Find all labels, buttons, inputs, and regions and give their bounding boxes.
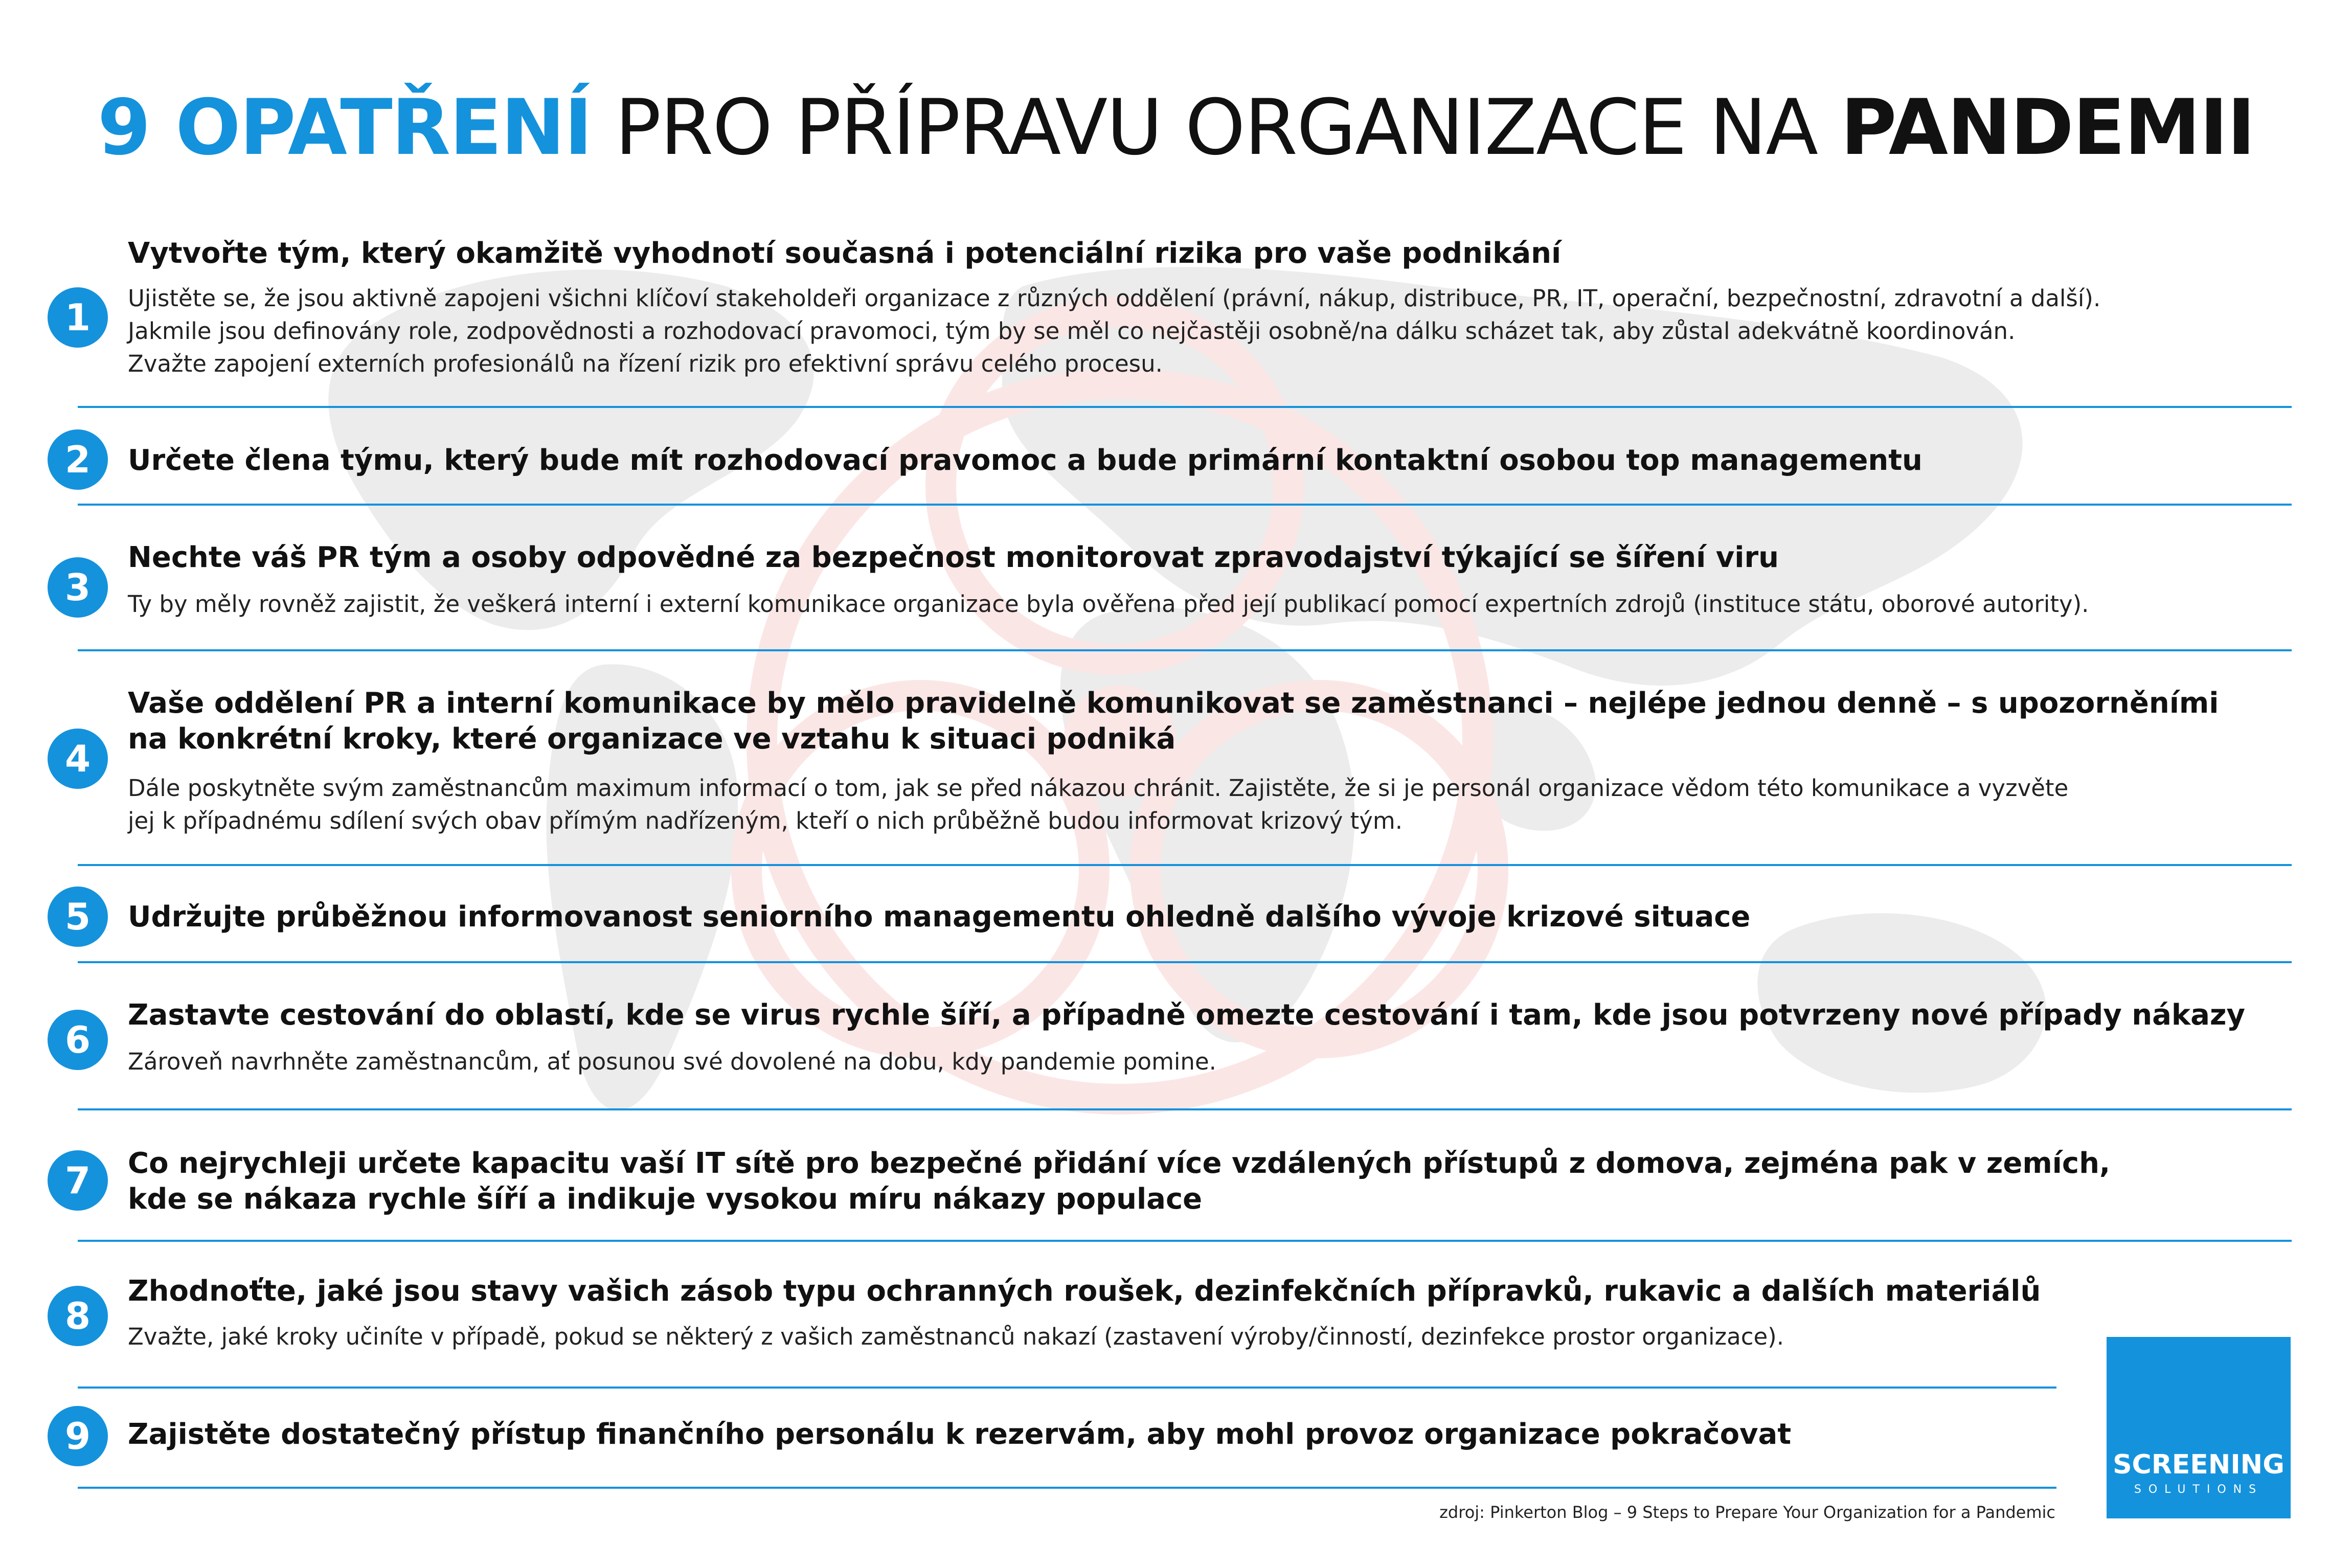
item-number-badge: 4 [48,729,108,789]
item-heading-line: na konkrétní kroky, které organizace ve vztahu k situaci podniká [128,722,1176,756]
company-logo [2107,1337,2291,1518]
item-description-line: Zvažte zapojení externích profesionálů na řízení rizik pro efektivní správu celého procesu. [128,350,1163,377]
item-heading-line: kde se nákaza rychle šíří a indikuje vysokou míru nákazy populace [128,1183,1203,1216]
item-description-line: Ujistěte se, že jsou aktivně zapojeni všichni klíčoví stakeholdeři organizace z různých oddělení (právní, nákup, distribuce, PR, IT, operační, bezpečnostní, zdravotní a další). [128,285,2101,312]
item-number-badge: 7 [48,1150,108,1211]
divider-line [78,1387,2056,1389]
item-description-line: Zvažte, jaké kroky učiníte v případě, pokud se některý z vašich zaměstnanců nakazí (zastavení výroby/činností, dezinfekce prostor organizace). [128,1323,1784,1350]
item-number-badge: 8 [48,1286,108,1346]
item-number-badge: 6 [48,1010,108,1070]
title-middle: PRO PŘÍPRAVU ORGANIZACE NA [591,83,1841,172]
divider-line [78,1108,2292,1110]
divider-line [78,406,2292,408]
divider-line [78,1487,2056,1489]
item-heading: Nechte váš PR tým a osoby odpovědné za bezpečnost monitorovat zpravodajství týkající se šíření viru [128,541,1779,574]
item-number-badge: 3 [48,557,108,618]
item-description-line: Jakmile jsou definovány role, zodpovědnosti a rozhodovací pravomoci, tým by se měl co nejčastěji osobně/na dálku scházet tak, aby zůstal adekvátně koordinován. [128,317,2016,345]
item-number-badge: 9 [48,1406,108,1466]
item-heading: Určete člena týmu, který bude mít rozhodovací pravomoc a bude primární kontaktní osobou top managementu [128,444,1923,477]
divider-line [78,504,2292,506]
item-description-line: Zároveň navrhněte zaměstnancům, ať posunou své dovolené na dobu, kdy pandemie pomine. [128,1048,1216,1075]
item-number-badge: 1 [48,287,108,348]
source-note: zdroj: Pinkerton Blog – 9 Steps to Prepare Your Organization for a Pandemic [1439,1503,2055,1522]
divider-line [78,1240,2292,1242]
item-heading: Udržujte průběžnou informovanost seniorního managementu ohledně dalšího vývoje krizové situace [128,900,1751,934]
item-description-line: Dále poskytněte svým zaměstnancům maximum informací o tom, jak se před nákazou chránit. Zajistěte, že si je personál organizace vědom této komunikace a vyzvěte [128,775,2069,802]
item-description-line: jej k případnému sdílení svých obav přímým nadřízeným, kteří o nich průběžně budou informovat krizový tým. [128,807,1403,834]
item-heading-line: Vaše oddělení PR a interní komunikace by mělo pravidelně komunikovat se zaměstnanci – nejlépe jednou denně – s upozorněními [128,687,2219,720]
item-number-badge: 2 [48,429,108,490]
item-heading: Vytvořte tým, který okamžitě vyhodnotí současná i potenciální rizika pro vaše podnikání [128,237,1562,270]
divider-line [78,961,2292,963]
logo-wordmark: SCREENING [2113,1449,2285,1480]
logo-tagline: SOLUTIONS [2134,1483,2264,1496]
title-end: PANDEMII [1840,83,2255,172]
page-title [0,77,2352,179]
item-heading: Zajistěte dostatečný přístup finančního personálu k rezervám, aby mohl provoz organizace pokračovat [128,1418,1792,1451]
item-number-badge: 5 [48,887,108,947]
item-heading: Zastavte cestování do oblastí, kde se virus rychle šíří, a případně omezte cestování i tam, kde jsou potvrzeny nové případy nákazy [128,998,2246,1032]
item-description-line: Ty by měly rovněž zajistit, že veškerá interní i externí komunikace organizace byla ověřena před její publikací pomocí expertních zdrojů (instituce státu, oborové autority). [128,590,2089,618]
item-heading-line: Co nejrychleji určete kapacitu vaší IT sítě pro bezpečné přidání více vzdálených přístupů z domova, zejména pak v zemích, [128,1147,2111,1180]
item-heading: Zhodnoťte, jaké jsou stavy vašich zásob typu ochranných roušek, dezinfekčních přípravků, rukavic a dalších materiálů [128,1275,2041,1308]
title-highlight: 9 OPATŘENÍ [97,83,592,172]
divider-line [78,864,2292,866]
divider-line [78,649,2292,651]
